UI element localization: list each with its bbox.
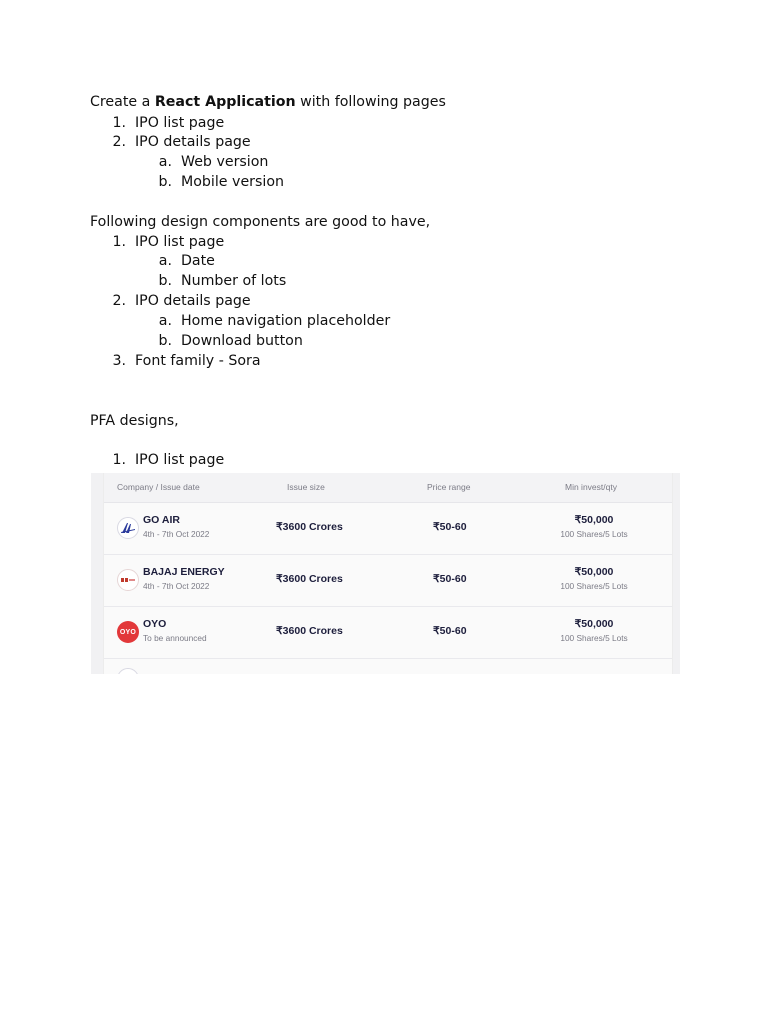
list-marker: b. [158,273,172,289]
list-marker: b. [158,333,172,349]
partial-logo-icon [117,668,139,674]
table-row[interactable] [104,502,672,555]
header-price-range: Price range [427,482,471,492]
list-item: Mobile version [181,174,285,190]
list-marker: a. [158,313,172,329]
list-item: IPO list page [135,234,225,250]
price-range: ₹50-60 [433,625,467,637]
issue-date: To be announced [143,633,207,643]
issue-size: ₹3600 Crores [276,625,343,637]
min-invest: ₹50,000 [574,514,614,526]
list-marker: 1. [112,234,126,250]
intro-prefix: Create a [90,94,155,110]
list-marker: b. [158,174,172,190]
intro-suffix: with following pages [295,94,446,110]
intro-line [90,93,446,111]
list-item: Web version [181,154,269,170]
list-item: Date [181,253,215,269]
list-marker: 2. [112,293,126,309]
oyo-logo-text: OYO [119,628,137,636]
table-header [104,473,672,503]
list-item: Font family - Sora [135,353,261,369]
company-name: BAJAJ ENERGY [143,566,225,578]
list-marker: a. [158,253,172,269]
list-item: IPO list page [135,452,225,468]
ipo-table-screenshot [91,473,680,674]
bajaj-logo-icon [117,569,139,591]
min-invest: ₹50,000 [574,618,614,630]
list-item: IPO details page [135,134,251,150]
price-range: ₹50-60 [433,521,467,533]
oyo-logo-icon [117,621,139,643]
goair-logo-icon [117,517,139,539]
min-qty: 100 Shares/5 Lots [560,581,628,591]
list-marker: 2. [112,134,126,150]
list-marker: 3. [112,353,126,369]
table-row[interactable] [104,606,672,659]
issue-date: 4th - 7th Oct 2022 [143,529,210,539]
header-company: Company / Issue date [117,482,200,492]
ipo-table [103,473,673,674]
list-marker: a. [158,154,172,170]
price-range: ₹50-60 [433,573,467,585]
list-item: IPO details page [135,293,251,309]
designs-heading: PFA designs, [90,413,179,429]
company-name: OYO [143,618,167,630]
table-row[interactable] [104,554,672,607]
intro-bold: React Application [154,94,296,110]
issue-date: 4th - 7th Oct 2022 [143,581,210,591]
min-qty: 100 Shares/5 Lots [560,529,628,539]
issue-size: ₹3600 Crores [276,521,343,533]
table-row-partial [104,658,672,674]
list-marker: 1. [112,115,126,131]
min-invest: ₹50,000 [574,566,614,578]
list-marker: 1. [112,452,126,468]
header-min-invest: Min invest/qty [565,482,617,492]
list-item: Home navigation placeholder [181,313,391,329]
list-item: Number of lots [181,273,287,289]
issue-size: ₹3600 Crores [276,573,343,585]
company-name: GO AIR [143,514,180,526]
components-heading: Following design components are good to have, [90,214,431,230]
list-item: Download button [181,333,303,349]
list-item: IPO list page [135,115,225,131]
min-qty: 100 Shares/5 Lots [560,633,628,643]
header-issue-size: Issue size [287,482,325,492]
